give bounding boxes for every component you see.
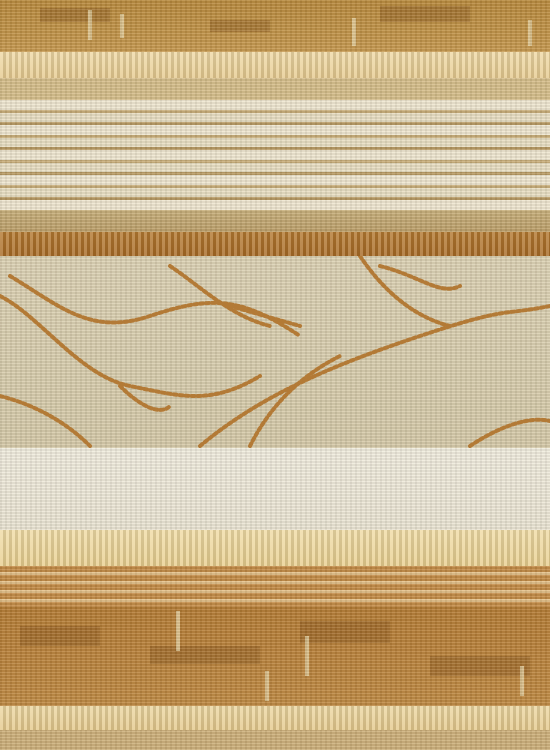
bottom-gold-band (0, 606, 550, 706)
white-band (0, 448, 550, 530)
thread-tick (88, 10, 92, 40)
rust-cord-band (0, 566, 550, 606)
cream-chenille-band-bottom (0, 706, 550, 730)
rust-chenille-band (0, 232, 550, 256)
tan-band-bottom (0, 730, 550, 750)
ivory-striped-band (0, 100, 550, 210)
thread-tick (176, 611, 180, 651)
woven-block (210, 20, 270, 32)
top-tick-pattern (0, 0, 550, 52)
motif-vine (360, 256, 450, 326)
thread-tick (520, 666, 524, 696)
thread-tick (265, 671, 269, 701)
top-gold-band (0, 0, 550, 52)
thread-tick (305, 636, 309, 676)
woven-block (380, 6, 470, 22)
motif-vine (380, 266, 460, 289)
thread-tick (352, 18, 356, 46)
motif-vine (10, 276, 300, 336)
leaf-branch-motif (0, 256, 550, 448)
tan-band (0, 78, 550, 100)
woven-block (430, 656, 530, 676)
sand-band (0, 210, 550, 232)
woven-block (20, 626, 100, 646)
bottom-tick-pattern (0, 606, 550, 706)
motif-vine (0, 396, 90, 446)
woven-block (150, 646, 260, 664)
woven-block (300, 621, 390, 643)
motif-vine (0, 296, 260, 396)
thread-tick (528, 20, 532, 46)
thread-tick (120, 14, 124, 38)
motif-vine (200, 306, 550, 446)
woven-block (40, 8, 110, 22)
cream-chenille-band (0, 52, 550, 78)
motif-vine (470, 420, 550, 446)
motif-vine (170, 266, 270, 326)
pale-gold-chenille-band (0, 530, 550, 566)
